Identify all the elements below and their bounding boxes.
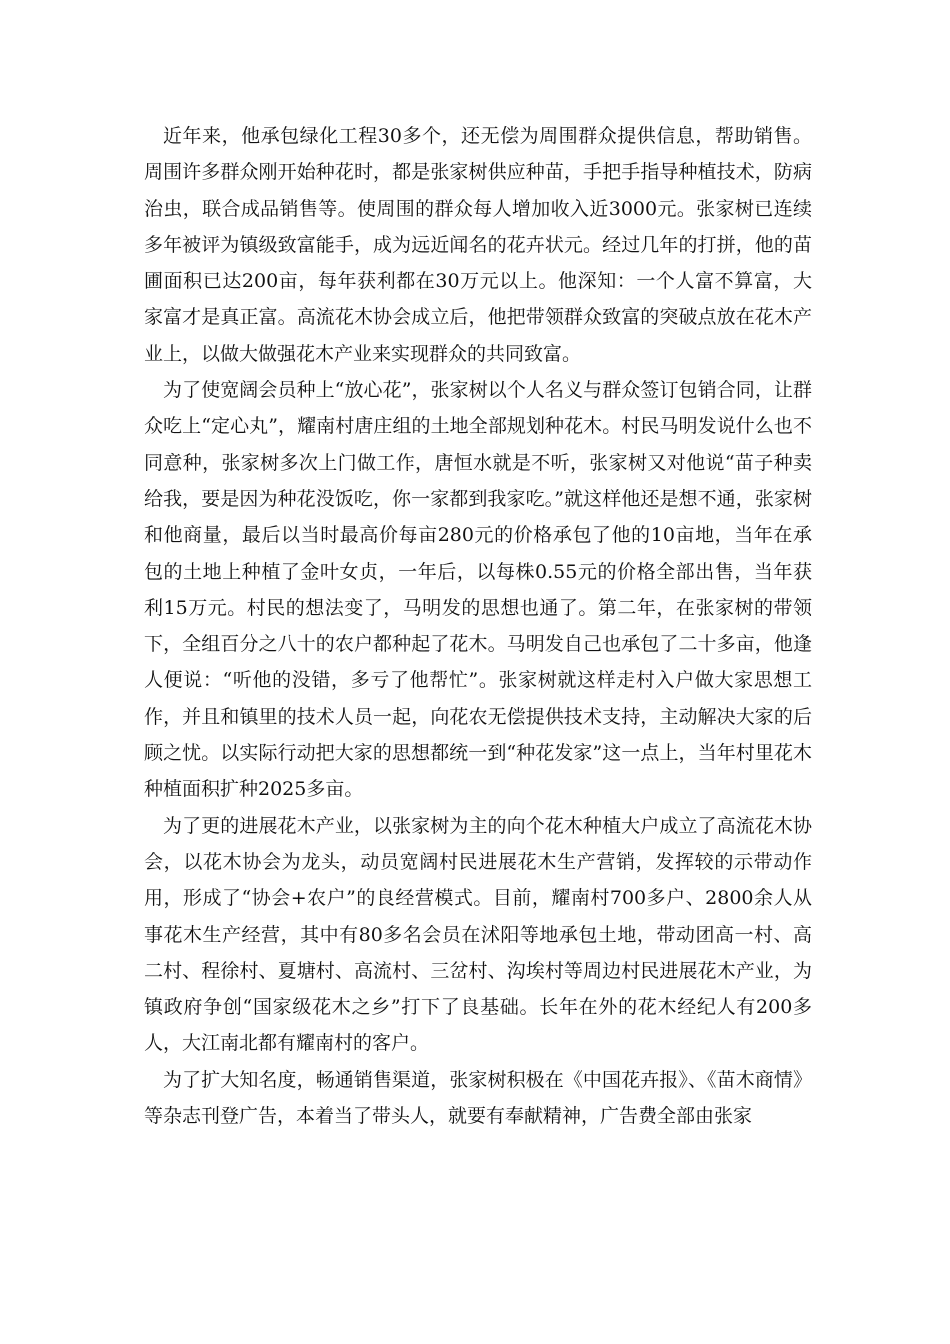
paragraph-2: 为了使宽阔会员种上“放心花”，张家树以个人名义与群众签订包销合同，让群众吃上“定心丸”，耀南村唐庄组的土地全部规划种花木。村民马明发说什么也不同意种，张家树多次上门做工作，唐恒水就是不听，张家树又对他说“苗子种卖给我，要是因为种花没饭吃，你一家都到我家吃。”就这样他还是想不通，张家树和他商量，最后以当时最高价每亩280元的价格承包了他的10亩地，当年在承包的土地上种植了金叶女贞，一年后，以每株0.55元的价格全部出售，当年获利15万元。村民的想法变了，马明发的思想也通了。第二年，在张家树的带领下，全组百分之八十的农户都种起了花木。马明发自己也承包了二十多亩，他逢人便说：“听他的没错，多亏了他帮忙”。张家树就这样走村入户做大家思想工作，并且和镇里的技术人员一起，向花农无偿提供技术支持，主动解决大家的后顾之忧。以实际行动把大家的思想都统一到“种花发家”这一点上，当年村里花木种植面积扩种2025多亩。: [144, 379, 812, 801]
paragraph-3: 为了更的进展花木产业，以张家树为主的向个花木种植大户成立了高流花木协会，以花木协会为龙头，动员宽阔村民进展花木生产营销，发挥较的示带动作用，形成了“协会+农户”的良经营模式。目前，耀南村700多户、2800余人从事花木生产经营，其中有80多名会员在沭阳等地承包土地，带动团高一村、高二村、程徐村、夏塘村、高流村、三岔村、沟埃村等周边村民进展花木产业，为镇政府争创“国家级花木之乡”打下了良基础。长年在外的花木经纪人有200多人，大江南北都有耀南村的客户。: [144, 814, 812, 1055]
paragraph-4: 为了扩大知名度，畅通销售渠道，张家树积极在《中国花卉报》、《苗木商情》等杂志刊登广告，本着当了带头人，就要有奉献精神，广告费全部由张家: [144, 1068, 812, 1128]
document-body: [144, 118, 812, 1134]
paragraph-1: 近年来，他承包绿化工程30多个，还无偿为周围群众提供信息，帮助销售。周围许多群众刚开始种花时，都是张家树供应种苗，手把手指导种植技术，防病治虫，联合成品销售等。使周围的群众每人增加收入近3000元。张家树已连续多年被评为镇级致富能手，成为远近闻名的花卉状元。经过几年的打拼，他的苗圃面积已达200亩，每年获利都在30万元以上。他深知：一个人富不算富，大家富才是真正富。高流花木协会成立后，他把带领群众致富的突破点放在花木产业上，以做大做强花木产业来实现群众的共同致富。: [144, 125, 812, 365]
